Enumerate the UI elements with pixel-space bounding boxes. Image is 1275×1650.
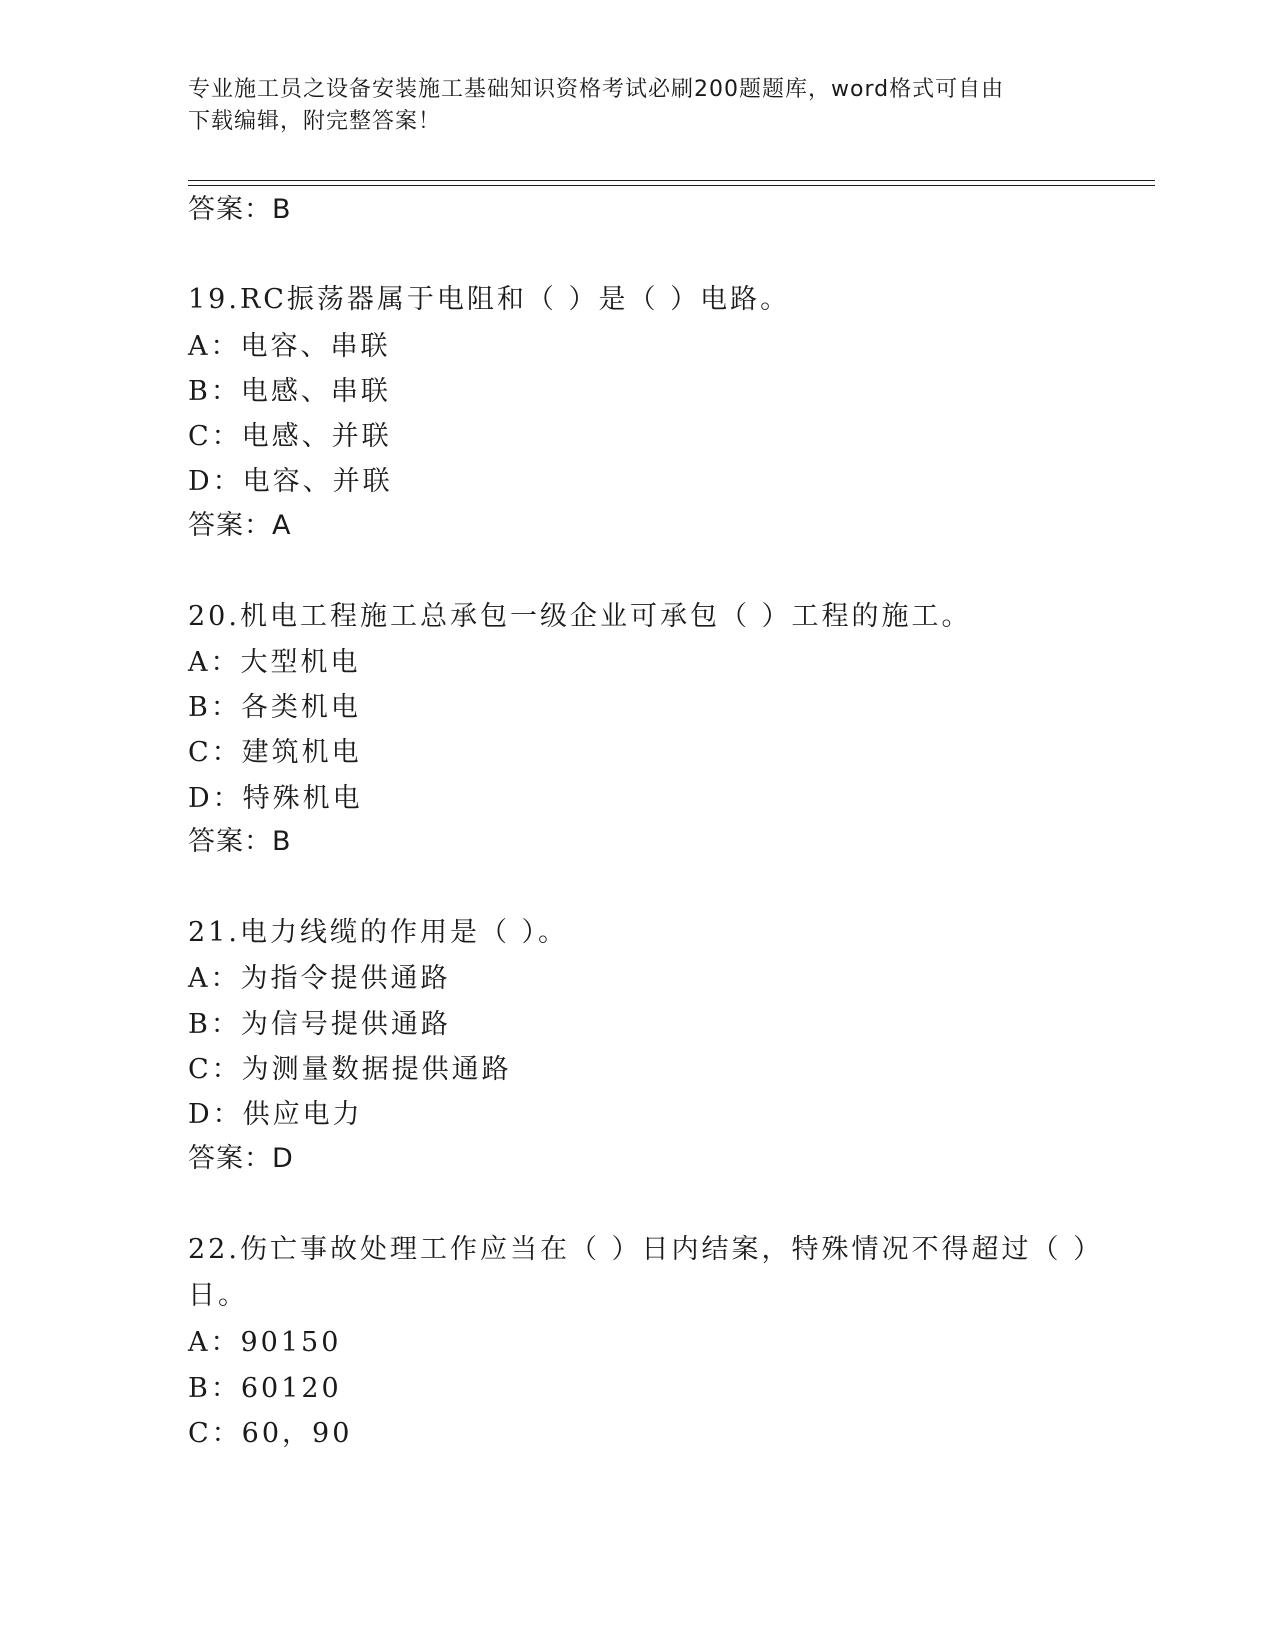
option-b: B：60120 [188,1373,342,1404]
option-c: C：建筑机电 [188,737,362,768]
option-d: D：电容、并联 [188,466,393,497]
previous-answer: 答案：B [188,194,292,225]
question-stem-line-1: 22.伤亡事故处理工作应当在（ ）日内结案，特殊情况不得超过（ ） [188,1234,1104,1265]
option-d: D：供应电力 [188,1099,363,1130]
question-stem: 21.电力线缆的作用是（ ）。 [188,917,569,948]
option-d: D：特殊机电 [188,783,363,814]
question-stem: 19.RC振荡器属于电阻和（ ）是（ ）电路。 [188,284,791,315]
question-answer: 答案：D [188,1143,294,1174]
header-rule-top [188,180,1155,181]
question-stem-line-2: 日。 [188,1280,248,1311]
option-a: A：90150 [188,1327,342,1358]
header-line-1: 专业施工员之设备安装施工基础知识资格考试必刷200题题库，word格式可自由 [188,77,1005,102]
header-rule-bottom [188,185,1155,186]
option-a: A：为指令提供通路 [188,963,451,994]
option-c: C：电感、并联 [188,421,392,452]
option-c: C：为测量数据提供通路 [188,1054,512,1085]
question-answer: 答案：B [188,826,292,857]
header-line-2: 下载编辑，附完整答案！ [188,109,442,134]
document-header [188,74,1088,138]
option-b: B：为信号提供通路 [188,1009,451,1040]
option-b: B：电感、串联 [188,376,391,407]
option-b: B：各类机电 [188,692,361,723]
question-answer: 答案：A [188,510,292,541]
question-stem: 20.机电工程施工总承包一级企业可承包（ ）工程的施工。 [188,601,972,632]
option-a: A：大型机电 [188,647,361,678]
option-c: C：60，90 [188,1418,353,1449]
option-a: A：电容、串联 [188,331,391,362]
